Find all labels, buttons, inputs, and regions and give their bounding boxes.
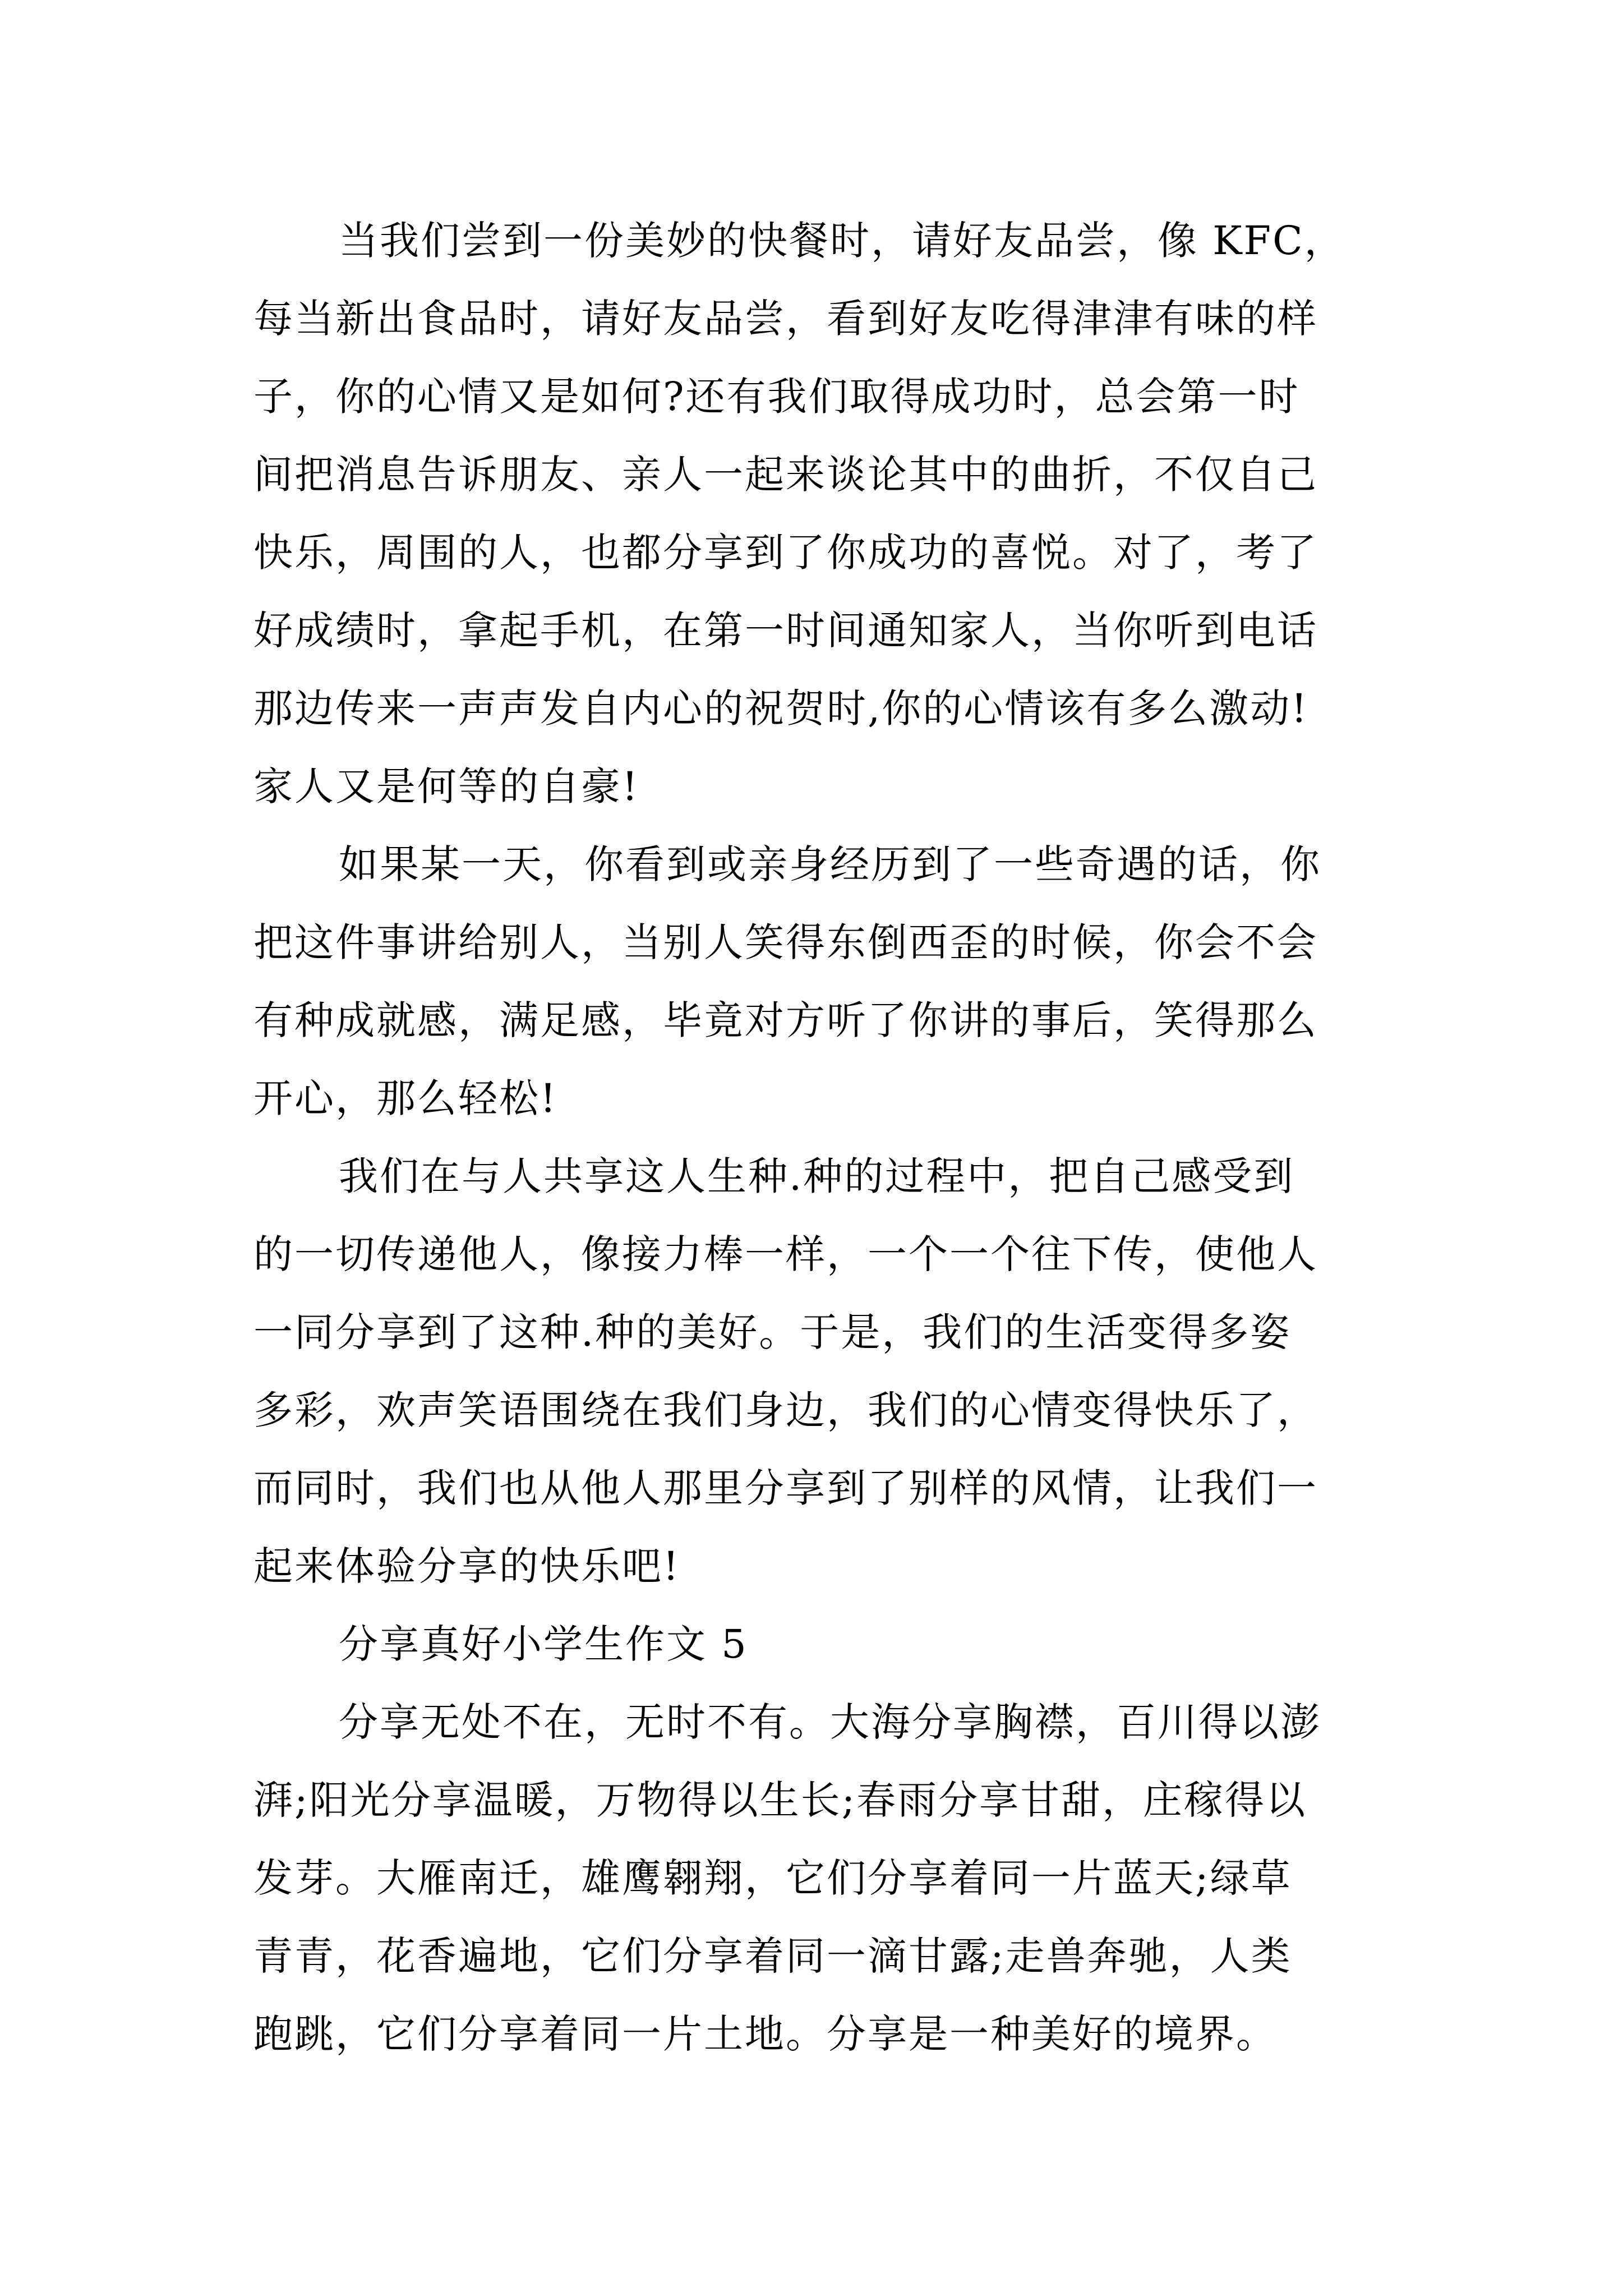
- paragraph-line: 把这件事讲给别人，当别人笑得东倒西歪的时候，你会不会: [253, 919, 1318, 965]
- paragraph-line: 快乐，周围的人，也都分享到了你成功的喜悦。对了，考了: [253, 530, 1318, 576]
- paragraph-line: 子，你的心情又是如何?还有我们取得成功时，总会第一时: [253, 374, 1300, 420]
- paragraph-line: 发芽。大雁南迁，雄鹰翱翔，它们分享着同一片蓝天;绿草: [253, 1855, 1292, 1901]
- paragraph-line: 跑跳，它们分享着同一片土地。分享是一种美好的境界。: [253, 2011, 1277, 2057]
- document-body: [253, 202, 1420, 2073]
- paragraph-line: 有种成就感，满足感，毕竟对方听了你讲的事后，笑得那么: [253, 997, 1318, 1043]
- paragraph-line: 家人又是何等的自豪!: [253, 763, 640, 809]
- paragraph-line: 一同分享到了这种.种的美好。于是，我们的生活变得多姿: [253, 1309, 1292, 1355]
- paragraph-line: 起来体验分享的快乐吧!: [253, 1543, 681, 1589]
- paragraph-line: 间把消息告诉朋友、亲人一起来谈论其中的曲折，不仅自己: [253, 452, 1318, 498]
- paragraph-line: 好成绩时，拿起手机，在第一时间通知家人，当你听到电话: [253, 608, 1318, 654]
- paragraph-line: 多彩，欢声笑语围绕在我们身边，我们的心情变得快乐了，: [253, 1387, 1318, 1433]
- paragraph-line: 开心，那么轻松!: [253, 1075, 558, 1121]
- paragraph-line: 分享无处不在，无时不有。大海分享胸襟，百川得以澎: [339, 1699, 1321, 1745]
- paragraph-line: 当我们尝到一份美妙的快餐时，请好友品尝，像 KFC，: [339, 218, 1345, 264]
- paragraph-line: 那边传来一声声发自内心的祝贺时,你的心情该有多么激动!: [253, 685, 1309, 731]
- paragraph-line: 的一切传递他人，像接力棒一样，一个一个往下传，使他人: [253, 1231, 1318, 1277]
- paragraph-line: 每当新出食品时，请好友品尝，看到好友吃得津津有味的样: [253, 296, 1318, 342]
- paragraph-line: 而同时，我们也从他人那里分享到了别样的风情，让我们一: [253, 1465, 1318, 1511]
- section-heading: 分享真好小学生作文 5: [339, 1621, 748, 1667]
- paragraph-line: 如果某一天，你看到或亲身经历到了一些奇遇的话，你: [339, 841, 1321, 887]
- paragraph-line: 青青，花香遍地，它们分享着同一滴甘露;走兽奔驰，人类: [253, 1933, 1292, 1979]
- paragraph-line: 我们在与人共享这人生种.种的过程中，把自己感受到: [339, 1153, 1295, 1199]
- paragraph-line: 湃;阳光分享温暖，万物得以生长;春雨分享甘甜，庄稼得以: [253, 1777, 1307, 1823]
